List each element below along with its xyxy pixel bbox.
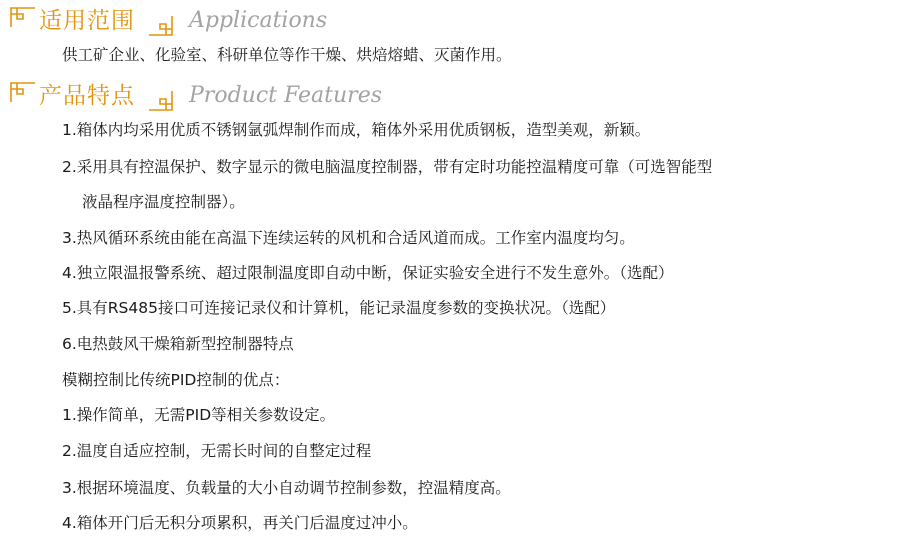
feature-line: 5.具有RS485接口可连接记录仪和计算机，能记录温度参数的变换状况。（选配） xyxy=(62,299,616,317)
feature-line: 模糊控制比传统PID控制的优点： xyxy=(62,371,290,389)
feature-line: 3.热风循环系统由能在高温下连续运转的风机和合适风道而成。工作室内温度均匀。 xyxy=(62,229,635,247)
applications-title: 适用范围 xyxy=(39,8,135,34)
feature-line: 4.箱体开门后无积分项累积，再关门后温度过冲小。 xyxy=(62,514,418,532)
feature-line: 6.电热鼓风干燥箱新型控制器特点 xyxy=(62,335,294,353)
feature-line: 4.独立限温报警系统、超过限制温度即自动中断，保证实验安全进行不发生意外。（选配） xyxy=(62,264,674,282)
feature-line: 1.操作简单，无需PID等相关参数设定。 xyxy=(62,406,336,424)
feature-line: 1.箱体内均采用优质不锈钢氩弧焊制作而成，箱体外采用优质钢板，造型美观，新颖。 xyxy=(62,121,651,139)
feature-line: 2.温度自适应控制，无需长时间的自整定过程 xyxy=(62,442,372,460)
features-subtitle: Product Features xyxy=(189,83,383,108)
features-title: 产品特点 xyxy=(39,83,135,109)
feature-line: 液晶程序温度控制器）。 xyxy=(82,193,245,211)
applications-heading xyxy=(8,5,428,37)
feature-line: 3.根据环境温度、负载量的大小自动调节控制参数，控温精度高。 xyxy=(62,479,511,497)
feature-line: 2.采用具有控温保护、数字显示的微电脑温度控制器，带有定时功能控温精度可靠（可选智能型 xyxy=(62,158,713,176)
applications-subtitle: Applications xyxy=(189,8,328,33)
features-heading xyxy=(8,80,428,112)
applications-text: 供工矿企业、化验室、科研单位等作干燥、烘焙熔蜡、灭菌作用。 xyxy=(62,46,512,64)
